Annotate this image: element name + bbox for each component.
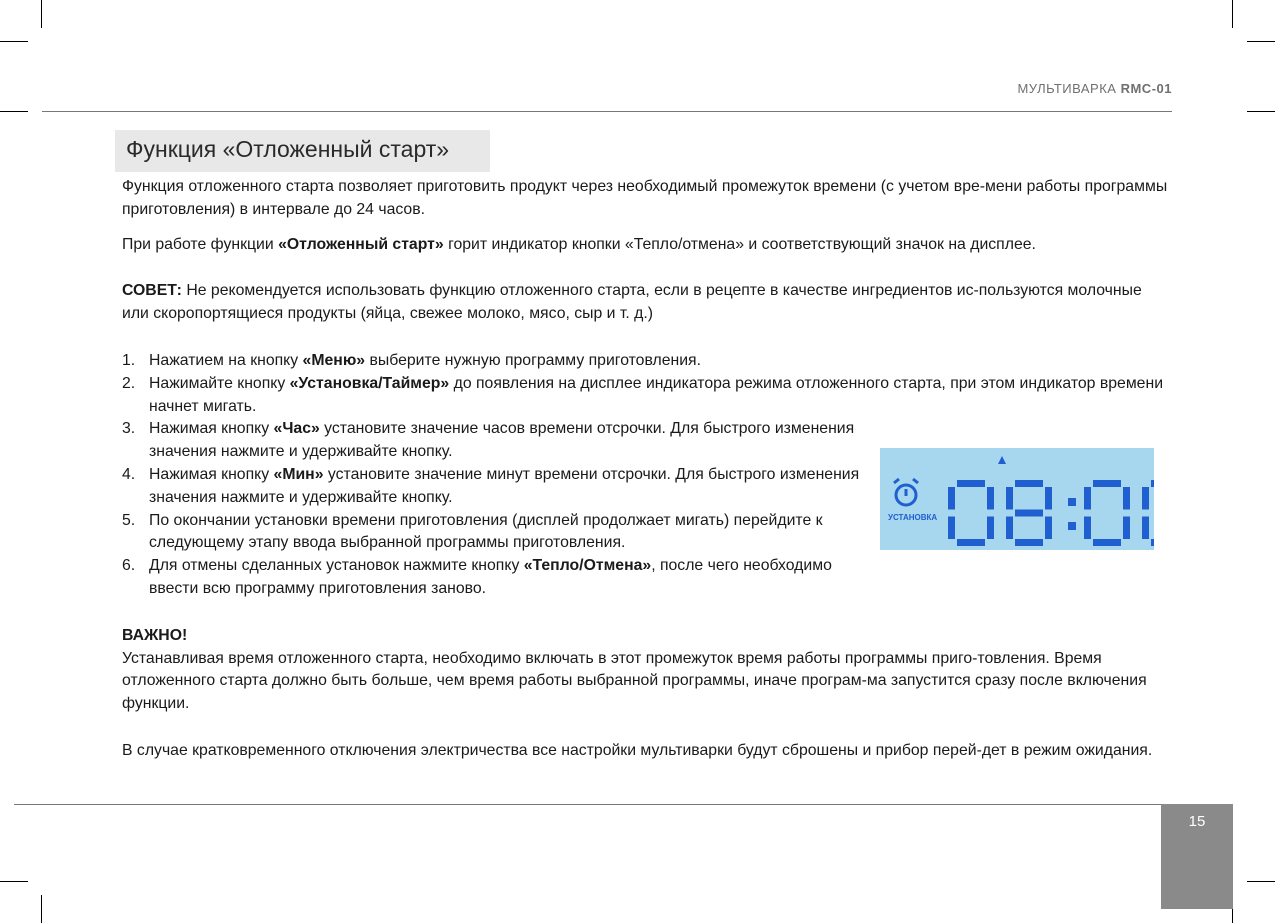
step-item	[122, 350, 1170, 373]
step-number: 2.	[122, 374, 136, 392]
lcd-display-graphic	[880, 448, 1154, 550]
step-item	[122, 555, 879, 601]
indicator-text: При работе функции	[122, 235, 279, 253]
step-bold: «Тепло/Отмена»	[523, 557, 652, 575]
lcd-segment	[1151, 539, 1154, 546]
step-text: Нажимая кнопку	[149, 465, 274, 483]
tip-label: СОВЕТ:	[122, 282, 182, 300]
step-text-end: , после чего необходимо ввести всю программу приготовления заново.	[149, 557, 832, 597]
step-text-end: до появления на дисплее индикатора режима отложенного старта, при этом индикатор времени начнет мигать.	[149, 374, 1164, 415]
lcd-segment	[1093, 539, 1121, 546]
step-number: 1.	[122, 351, 136, 369]
step-bold: «Установка/Таймер»	[289, 374, 450, 392]
step-bold: «Мин»	[273, 465, 324, 483]
indicator-text-end: горит индикатор кнопки «Тепло/отмена» и соответствующий значок на дисплее.	[443, 235, 1036, 253]
step-item	[122, 464, 879, 510]
lcd-segment	[1068, 498, 1076, 506]
step-text: Для отмены сделанных установок нажмите кнопку	[149, 557, 524, 575]
lcd-display	[880, 448, 1154, 550]
lcd-segment	[987, 487, 994, 510]
tip-paragraph	[122, 280, 1170, 326]
lcd-segment	[1123, 517, 1130, 540]
lcd-segment	[1084, 517, 1091, 540]
page-number: 15	[1188, 813, 1206, 830]
step-bold: «Меню»	[302, 351, 366, 369]
crop-mark	[0, 41, 28, 42]
step-item	[122, 373, 1170, 419]
step-text: Нажатием на кнопку	[149, 351, 303, 369]
step-item	[122, 510, 879, 556]
alarm-clock-icon	[894, 479, 918, 505]
section-title: Функция «Отложенный старт»	[126, 136, 450, 162]
lcd-segment	[1045, 487, 1052, 510]
intro-paragraph: Функция отложенного старта позволяет приготовить продукт через необходимый промежуток времени (с учетом вре-мени работы программы приготовления) в интервале до 24 часов.	[122, 178, 1168, 218]
lcd-segment	[1015, 480, 1043, 487]
brand-name: МУЛЬТИВАРКА	[1017, 81, 1117, 96]
lcd-segment	[987, 517, 994, 540]
step-text: Нажимайте кнопку	[149, 374, 290, 392]
indicator-paragraph	[122, 234, 1170, 257]
important-heading	[122, 625, 1170, 648]
important-label: ВАЖНО!	[122, 626, 188, 644]
lcd-segment	[1068, 522, 1076, 530]
power-note: В случае кратковременного отключения электричества все настройки мультиварки будут сброшены и прибор перей-дет в режим ожидания.	[122, 741, 1153, 759]
step-text-end: установите значение часов времени отсрочки. Для быстрого изменения значения нажмите и удерживайте кнопку.	[149, 420, 855, 461]
section-title-box	[115, 130, 490, 172]
footer-rule	[14, 804, 1161, 805]
lcd-segment	[1015, 510, 1043, 517]
lcd-segment	[1045, 517, 1052, 540]
step-bold: «Час»	[273, 420, 320, 438]
crop-mark	[1247, 881, 1275, 882]
step-number: 6.	[122, 557, 136, 575]
lcd-segment	[957, 539, 985, 546]
lcd-segment	[948, 517, 955, 540]
step-number: 5.	[122, 511, 136, 529]
crop-mark	[1247, 41, 1275, 42]
crop-mark	[0, 111, 28, 112]
step-number: 3.	[122, 420, 136, 438]
lcd-segment	[948, 487, 955, 510]
crop-mark	[0, 881, 28, 882]
step-text: По окончании установки времени приготовления (дисплей продолжает мигать) перейдите к следующему этапу ввода выбранной программы приготовления.	[149, 511, 823, 552]
step-text: Нажимая кнопку	[149, 420, 274, 438]
step-text-end: установите значение минут времени отсрочки. Для быстрого изменения значения нажмите и удерживайте кнопку.	[149, 465, 860, 506]
crop-mark	[41, 895, 42, 923]
important-text: Устанавливая время отложенного старта, необходимо включать в этот промежуток время работы программы приго-товления. Время отложенного старта должно быть больше, чем время работы выбранной программы, иначе програм-ма запустится сразу после включения функции.	[122, 649, 1147, 713]
lcd-segment	[1151, 480, 1154, 487]
lcd-segment	[1015, 539, 1043, 546]
header-rule	[42, 111, 1172, 112]
step-text-end: выберите нужную программу приготовления.	[365, 351, 701, 369]
crop-mark	[1247, 111, 1275, 112]
crop-mark	[1232, 0, 1233, 28]
page-number-tab	[1161, 804, 1233, 909]
lcd-segment	[957, 480, 985, 487]
indicator-bold: «Отложенный старт»	[278, 235, 444, 253]
lcd-label: УСТАНОВКА	[888, 513, 938, 522]
lcd-segment	[1142, 487, 1149, 510]
lcd-segment	[1006, 517, 1013, 540]
step-number: 4.	[122, 465, 136, 483]
lcd-segment	[1084, 487, 1091, 510]
header-brand	[1017, 81, 1172, 96]
lcd-segment	[1093, 480, 1121, 487]
tip-text: Не рекомендуется использовать функцию отложенного старта, если в рецепте в качестве ингредиентов ис-пользуются молочные или скоропортящиеся продукты (яйца, свежее молоко, мясо, сыр и т. д.)	[122, 282, 1142, 323]
lcd-segment	[1123, 487, 1130, 510]
step-item	[122, 418, 879, 464]
model-name: RMC-01	[1120, 81, 1172, 96]
lcd-segment	[1006, 487, 1013, 510]
crop-mark	[41, 0, 42, 28]
delay-indicator-icon	[998, 456, 1006, 464]
lcd-time-digits	[948, 480, 1154, 546]
lcd-segment	[1142, 517, 1149, 540]
